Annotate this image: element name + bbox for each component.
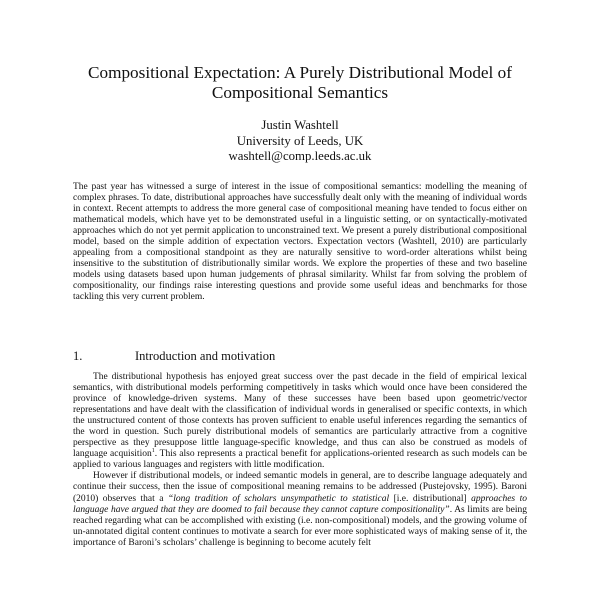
abstract: The past year has witnessed a surge of interest in the issue of compositional semantics: modelling the meaning of complex phrases. To date, distributional approaches have successfully dealt only with the meaning of individual words in context. Recent attempts to address the more general case of compositional meaning have tended to focus either on mathematical models, which have yet to be demonstrated useful in a linguistic setting, or on syntactically-motivated approaches which do not yet permit application to unconstrained text. We present a purely distributional compositional model, based on the simple addition of expectation vectors. Expectation vectors (Washtell, 2010) are particularly appealing from a compositional standpoint as they are naturally sensitive to word-order alterations whilst being insensitive to the substitution of distributionally similar words. We explore the properties of these and two baseline models using datasets based upon human judgements of phrasal similarity. Whilst far from solving the problem of compositionality, our findings raise interesting questions and provide some useful ideas and benchmarks for those tackling this very current problem. — [73, 182, 527, 303]
author-block — [40, 118, 560, 165]
section-body — [73, 372, 527, 549]
quotation: “long tradition of scholars unsympathetic to statistical — [167, 493, 390, 504]
quotation: approaches to language have argued that they are doomed to fail because they cannot capture compositionality” — [73, 493, 527, 515]
author-affiliation: University of Leeds, UK — [236, 133, 364, 148]
body-paragraph: However if distributional models, or indeed semantic models in general, are to describe language adequately and continue their success, then the issue of compositional meaning remains to be addressed (Pustejovsky, 1995). Baroni (2010) observes that a “long tradition of scholars unsympathetic to statistical [i.e. distributional] approaches to language have argued that they are doomed to fail because they cannot capture compositionality”. As limits are being reached regarding what can be accomplished with existing (i.e. non-compositional) models, and the growing volume of un-annotated digital content continues to motivate a search for ever more sophisticated ways of making sense of it, the importance of Baroni’s scholars’ challenge is beginning to become acutely felt — [73, 471, 527, 548]
section-heading — [73, 349, 275, 364]
footnote-marker: 1 — [151, 448, 155, 455]
body-paragraph: The distributional hypothesis has enjoyed great success over the past decade in the field of empirical lexical semantics, with distributional models performing competitively in tasks which would once have been considered the province of knowledge-driven systems. Many of these successes have been based upon geometric/vector representations and have dealt with the classification of individual words in generalised or specific contexts, in which the unstructured content of those contexts has proven sufficient to enable useful inferences regarding the semantics of the word in question. Such purely distributional models of semantics are particularly attractive from a cognitive perspective as they presuppose little language-specific knowledge, and thus can also be construed as models of language acquisition$^1$. This also represents a practical benefit for applications-oriented research as such models can be applied to various languages and registers with little modification. — [73, 372, 527, 471]
section-title: Introduction and motivation — [135, 349, 276, 363]
author-email: washtell@comp.leeds.ac.uk — [228, 149, 372, 163]
paper-title: Compositional Expectation: A Purely Distributional Model of Compositional Semantics — [88, 63, 512, 102]
author-name: Justin Washtell — [261, 118, 339, 132]
section-number: 1. — [73, 349, 83, 363]
